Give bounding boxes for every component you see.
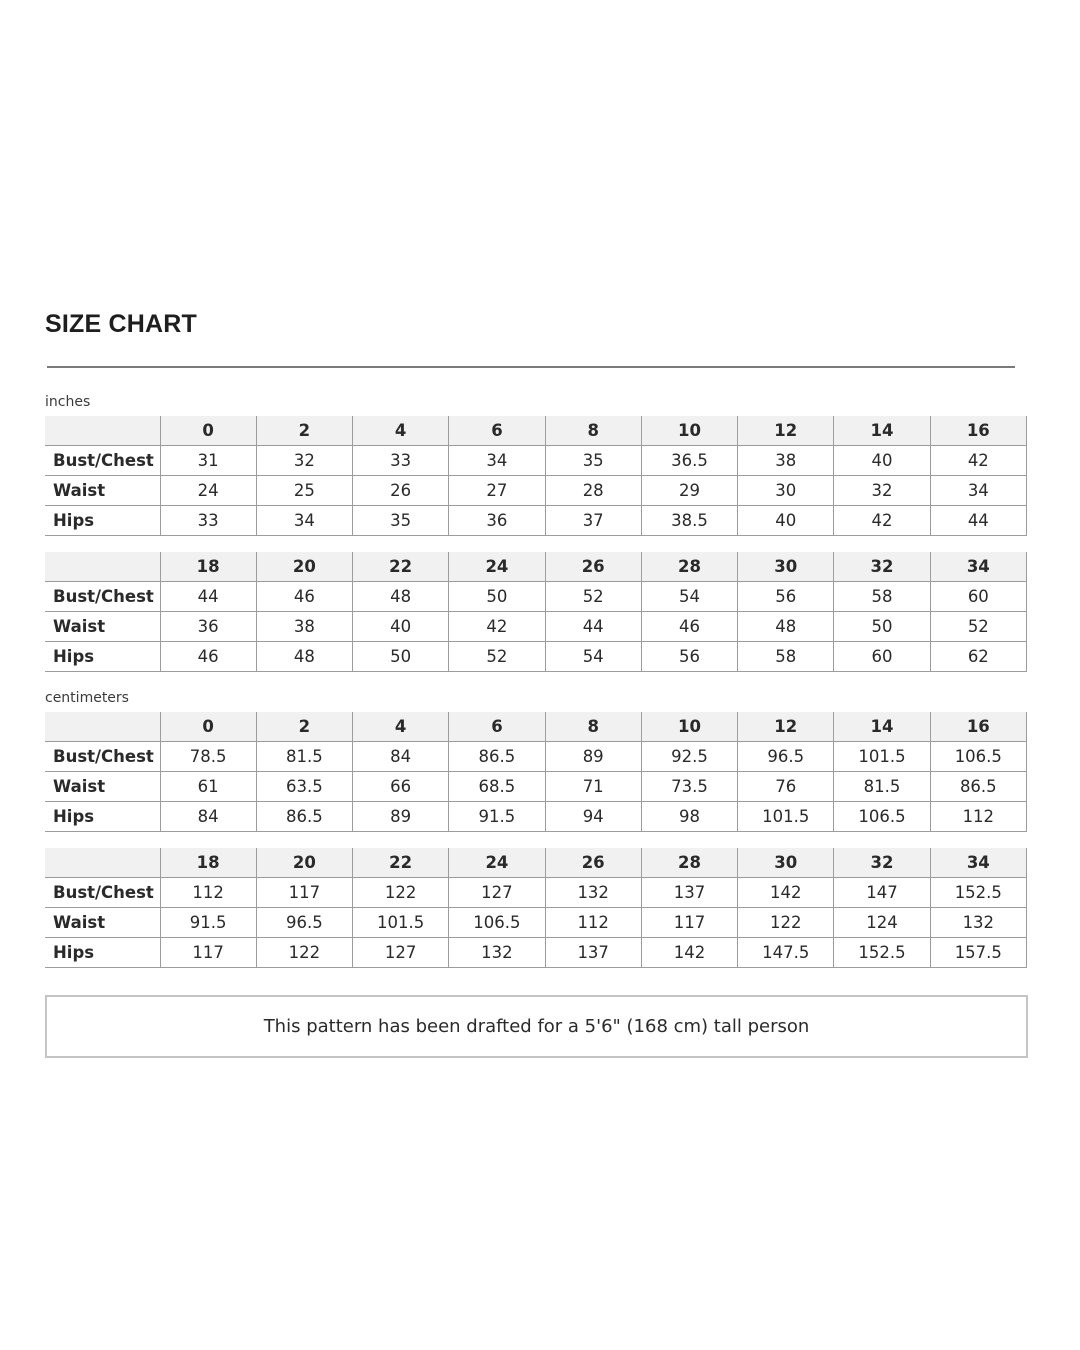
size-header-cell: 14 [834,712,930,742]
measurement-cell: 81.5 [834,772,930,802]
measurement-cell: 42 [930,446,1026,476]
measurement-cell: 50 [834,612,930,642]
measurement-cell: 34 [449,446,545,476]
measurement-cell: 38.5 [641,506,737,536]
header-corner-cell [45,712,160,742]
size-header-cell: 8 [545,416,641,446]
measurement-cell: 152.5 [930,878,1026,908]
measurement-cell: 56 [641,642,737,672]
measurement-cell: 46 [160,642,256,672]
measurement-cell: 81.5 [256,742,352,772]
measurement-cell: 44 [930,506,1026,536]
size-header-cell: 14 [834,416,930,446]
inches-table-2 [45,552,1027,672]
header-corner-cell [45,552,160,582]
measurement-cell: 36.5 [641,446,737,476]
size-header-cell: 34 [930,848,1026,878]
measurement-cell: 34 [930,476,1026,506]
measurement-cell: 132 [449,938,545,968]
measurement-cell: 112 [160,878,256,908]
size-header-cell: 12 [738,712,834,742]
measurement-cell: 26 [353,476,449,506]
table-row [45,612,1027,642]
measurement-cell: 86.5 [930,772,1026,802]
table-row [45,642,1027,672]
measurement-cell: 137 [641,878,737,908]
size-header-cell: 18 [160,552,256,582]
size-header-cell: 32 [834,848,930,878]
measurement-cell: 52 [930,612,1026,642]
size-header-cell: 10 [641,416,737,446]
measurement-cell: 24 [160,476,256,506]
measurement-cell: 66 [353,772,449,802]
measurement-cell: 50 [449,582,545,612]
table-row [45,582,1027,612]
measurement-cell: 44 [160,582,256,612]
size-header-cell: 30 [738,848,834,878]
measurement-cell: 106.5 [449,908,545,938]
height-note [45,995,1028,1058]
size-header-cell: 16 [930,712,1026,742]
measurement-cell: 40 [834,446,930,476]
measurement-cell: 30 [738,476,834,506]
size-header-cell: 24 [449,552,545,582]
measurement-cell: 76 [738,772,834,802]
size-header-row [45,416,1027,446]
table-row [45,772,1027,802]
measurement-cell: 117 [256,878,352,908]
table-row [45,742,1027,772]
measurement-cell: 54 [641,582,737,612]
measurement-cell: 91.5 [160,908,256,938]
measurement-cell: 44 [545,612,641,642]
size-header-cell: 2 [256,416,352,446]
measurement-cell: 137 [545,938,641,968]
row-label: Waist [45,772,160,802]
size-header-cell: 8 [545,712,641,742]
measurement-cell: 86.5 [449,742,545,772]
size-header-cell: 28 [641,848,737,878]
measurement-cell: 78.5 [160,742,256,772]
measurement-cell: 98 [641,802,737,832]
measurement-cell: 127 [353,938,449,968]
measurement-cell: 124 [834,908,930,938]
measurement-cell: 147 [834,878,930,908]
measurement-cell: 42 [449,612,545,642]
size-header-cell: 20 [256,552,352,582]
measurement-cell: 142 [738,878,834,908]
measurement-cell: 84 [160,802,256,832]
size-header-cell: 26 [545,848,641,878]
measurement-cell: 33 [353,446,449,476]
measurement-cell: 40 [738,506,834,536]
measurement-cell: 58 [834,582,930,612]
table-row [45,878,1027,908]
measurement-cell: 86.5 [256,802,352,832]
measurement-cell: 46 [641,612,737,642]
measurement-cell: 48 [738,612,834,642]
measurement-cell: 71 [545,772,641,802]
measurement-cell: 63.5 [256,772,352,802]
measurement-cell: 96.5 [256,908,352,938]
measurement-cell: 28 [545,476,641,506]
row-label: Waist [45,908,160,938]
size-header-cell: 20 [256,848,352,878]
measurement-cell: 35 [353,506,449,536]
measurement-cell: 92.5 [641,742,737,772]
size-header-cell: 26 [545,552,641,582]
measurement-cell: 157.5 [930,938,1026,968]
measurement-cell: 127 [449,878,545,908]
measurement-cell: 117 [160,938,256,968]
measurement-cell: 106.5 [930,742,1026,772]
measurement-cell: 38 [738,446,834,476]
measurement-cell: 48 [353,582,449,612]
centimeters-table-1 [45,712,1027,832]
measurement-cell: 27 [449,476,545,506]
measurement-cell: 34 [256,506,352,536]
centimeters-table-2 [45,848,1027,968]
size-header-cell: 18 [160,848,256,878]
row-label: Bust/Chest [45,742,160,772]
size-header-cell: 4 [353,416,449,446]
measurement-cell: 122 [738,908,834,938]
measurement-cell: 36 [160,612,256,642]
measurement-cell: 35 [545,446,641,476]
measurement-cell: 101.5 [738,802,834,832]
measurement-cell: 112 [930,802,1026,832]
measurement-cell: 122 [256,938,352,968]
measurement-cell: 56 [738,582,834,612]
measurement-cell: 60 [930,582,1026,612]
height-note-text: This pattern has been drafted for a 5'6" (168 cm) tall person [263,1016,810,1037]
inches-table-1 [45,416,1027,536]
measurement-cell: 94 [545,802,641,832]
header-corner-cell [45,416,160,446]
centimeters-label: centimeters [45,690,129,706]
row-label: Bust/Chest [45,878,160,908]
measurement-cell: 117 [641,908,737,938]
size-header-cell: 16 [930,416,1026,446]
row-label: Hips [45,938,160,968]
measurement-cell: 132 [930,908,1026,938]
size-header-cell: 34 [930,552,1026,582]
size-header-row [45,848,1027,878]
measurement-cell: 142 [641,938,737,968]
size-header-cell: 30 [738,552,834,582]
row-label: Waist [45,612,160,642]
measurement-cell: 50 [353,642,449,672]
measurement-cell: 52 [545,582,641,612]
size-header-cell: 6 [449,416,545,446]
size-header-cell: 22 [353,848,449,878]
size-header-cell: 4 [353,712,449,742]
measurement-cell: 48 [256,642,352,672]
table-row [45,506,1027,536]
measurement-cell: 42 [834,506,930,536]
row-label: Hips [45,802,160,832]
measurement-cell: 37 [545,506,641,536]
row-label: Bust/Chest [45,582,160,612]
page-title: SIZE CHART [45,310,197,338]
row-label: Waist [45,476,160,506]
size-header-row [45,712,1027,742]
measurement-cell: 36 [449,506,545,536]
measurement-cell: 33 [160,506,256,536]
measurement-cell: 54 [545,642,641,672]
measurement-cell: 147.5 [738,938,834,968]
measurement-cell: 62 [930,642,1026,672]
measurement-cell: 101.5 [353,908,449,938]
size-header-cell: 32 [834,552,930,582]
measurement-cell: 61 [160,772,256,802]
measurement-cell: 25 [256,476,352,506]
size-header-cell: 28 [641,552,737,582]
measurement-cell: 91.5 [449,802,545,832]
measurement-cell: 96.5 [738,742,834,772]
row-label: Hips [45,642,160,672]
table-row [45,446,1027,476]
table-row [45,908,1027,938]
measurement-cell: 40 [353,612,449,642]
measurement-cell: 73.5 [641,772,737,802]
size-header-row [45,552,1027,582]
size-header-cell: 10 [641,712,737,742]
table-row [45,802,1027,832]
measurement-cell: 58 [738,642,834,672]
measurement-cell: 132 [545,878,641,908]
measurement-cell: 112 [545,908,641,938]
size-header-cell: 12 [738,416,834,446]
title-divider [47,366,1015,368]
measurement-cell: 106.5 [834,802,930,832]
measurement-cell: 152.5 [834,938,930,968]
size-header-cell: 0 [160,712,256,742]
measurement-cell: 101.5 [834,742,930,772]
size-header-cell: 22 [353,552,449,582]
size-header-cell: 24 [449,848,545,878]
measurement-cell: 68.5 [449,772,545,802]
measurement-cell: 29 [641,476,737,506]
measurement-cell: 52 [449,642,545,672]
measurement-cell: 60 [834,642,930,672]
measurement-cell: 89 [545,742,641,772]
inches-label: inches [45,394,91,410]
row-label: Bust/Chest [45,446,160,476]
measurement-cell: 84 [353,742,449,772]
measurement-cell: 38 [256,612,352,642]
size-header-cell: 2 [256,712,352,742]
measurement-cell: 46 [256,582,352,612]
measurement-cell: 89 [353,802,449,832]
size-header-cell: 0 [160,416,256,446]
header-corner-cell [45,848,160,878]
measurement-cell: 32 [834,476,930,506]
measurement-cell: 32 [256,446,352,476]
table-row [45,938,1027,968]
size-header-cell: 6 [449,712,545,742]
measurement-cell: 31 [160,446,256,476]
measurement-cell: 122 [353,878,449,908]
row-label: Hips [45,506,160,536]
table-row [45,476,1027,506]
